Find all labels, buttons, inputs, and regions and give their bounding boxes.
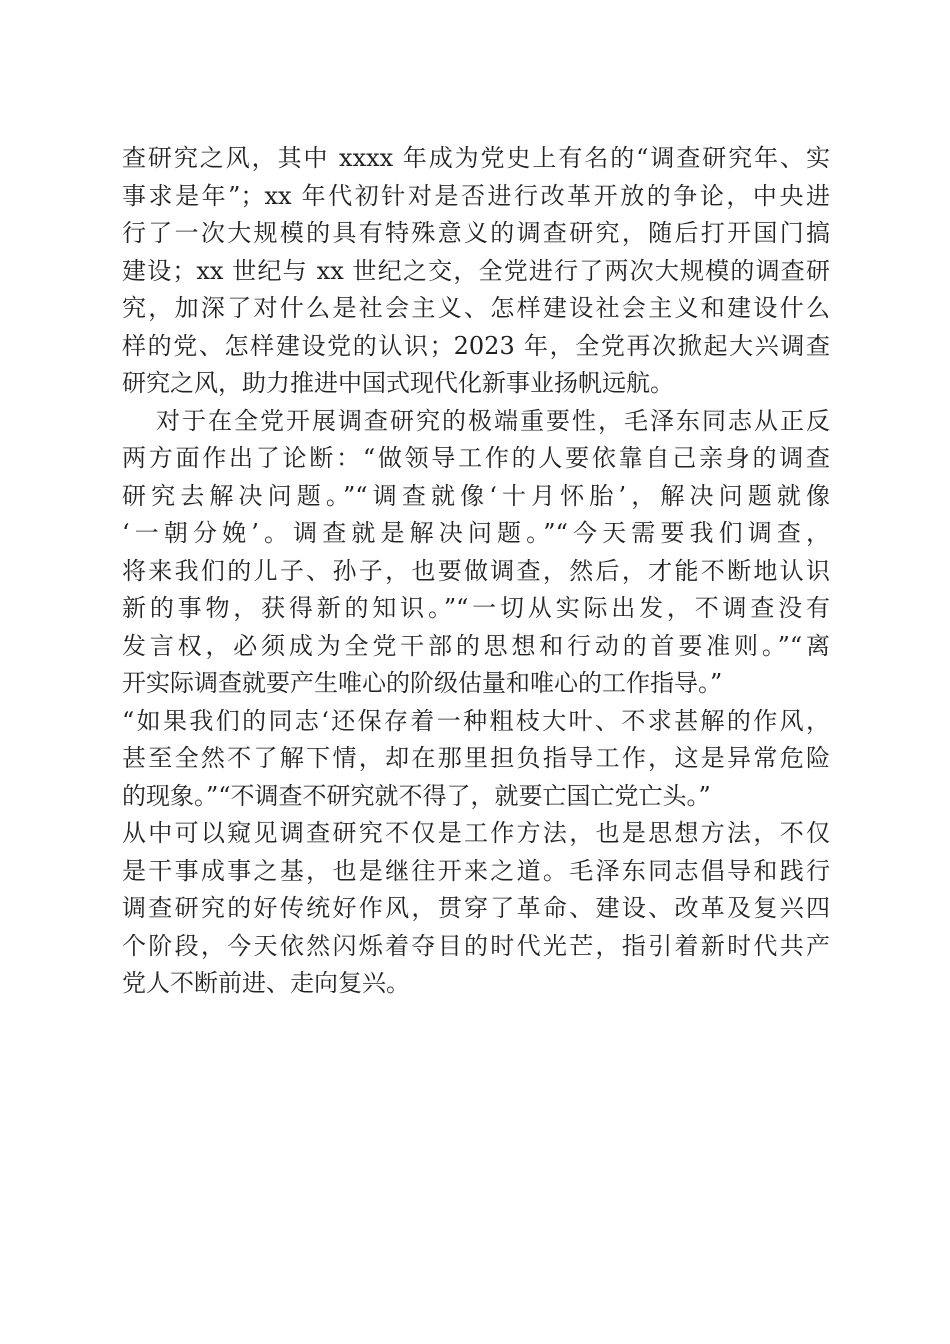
paragraph-2-line: 的现象。”“不调查不研究就不得了，就要亡国亡党亡头。” <box>122 781 711 810</box>
paragraph-1-line: 查研究之风，其中 xxxx 年成为党史上有名的“调查研究年、实 <box>122 144 830 172</box>
paragraph-2-line: 甚至全然不了解下情，却在那里担负指导工作，这是异常危险 <box>122 744 830 772</box>
paragraph-2-line: ‘一朝分娩’。调查就是解决问题。”“今天需要我们调查， <box>122 519 830 547</box>
paragraph-2-line: 发言权，必须成为全党干部的思想和行动的首要准则。”“离 <box>122 631 830 660</box>
paragraph-2-line: 开实际调查就要产生唯心的阶级估量和唯心的工作指导。” <box>122 669 723 697</box>
paragraph-1-line: 样的党、怎样建设党的认识；2023 年，全党再次掀起大兴调查 <box>122 331 830 360</box>
paragraph-1-line: 行了一次大规模的具有特殊意义的调查研究，随后打开国门搞 <box>122 219 830 247</box>
paragraph-1-line: 研究之风，助力推进中国式现代化新事业扬帆远航。 <box>122 369 674 397</box>
document-body <box>122 140 830 1003</box>
paragraph-1-line: 事求是年”；xx 年代初针对是否进行改革开放的争论，中央进 <box>122 181 830 210</box>
paragraph-1-line: 建设；xx 世纪与 xx 世纪之交，全党进行了两次大规模的调查研 <box>122 256 830 285</box>
paragraph-2-line: 党人不断前进、走向复兴。 <box>122 969 410 997</box>
paragraph-2-line: 对于在全党开展调查研究的极端重要性，毛泽东同志从正反 <box>156 406 830 435</box>
paragraph-2-line: 是干事成事之基，也是继往开来之道。毛泽东同志倡导和践行 <box>122 856 830 885</box>
paragraph-2-line: 两方面作出了论断：“做领导工作的人要依靠自己亲身的调查 <box>122 444 830 472</box>
paragraph-2-line: “如果我们的同志‘还保存着一种粗枝大叶、不求甚解的作风， <box>122 706 830 735</box>
paragraph-1-line: 究，加深了对什么是社会主义、怎样建设社会主义和建设什么 <box>122 294 830 322</box>
paragraph-2-line: 将来我们的儿子、孙子，也要做调查，然后，才能不断地认识 <box>122 556 830 585</box>
paragraph-2-line: 研究去解决问题。”“调查就像‘十月怀胎’，解决问题就像 <box>122 481 830 510</box>
paragraph-2-line: 从中可以窥见调查研究不仅是工作方法，也是思想方法，不仅 <box>122 819 830 847</box>
paragraph-2-line: 调查研究的好传统好作风，贯穿了革命、建设、改革及复兴四 <box>122 894 830 922</box>
paragraph-2-line: 新的事物，获得新的知识。”“一切从实际出发，不调查没有 <box>122 594 830 622</box>
paragraph-2-line: 个阶段，今天依然闪烁着夺目的时代光芒，指引着新时代共产 <box>122 931 830 960</box>
